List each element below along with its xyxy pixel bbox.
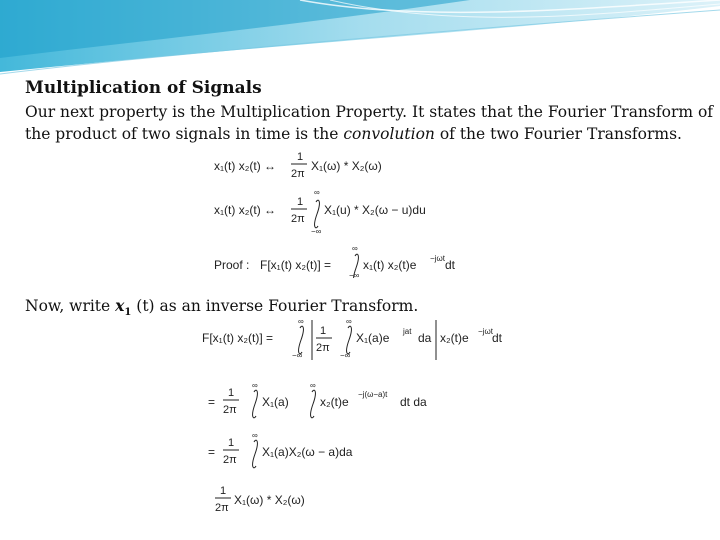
l1-inner-exp: jat bbox=[403, 327, 412, 336]
eq1-lhs: x₁(t) x₂(t) ↔ bbox=[214, 159, 277, 173]
l2-frac-num: 1 bbox=[228, 387, 235, 399]
l2-b-exp: −j(ω−a)t bbox=[358, 390, 388, 399]
l1-lhs: F[x₁(t) x₂(t)] = bbox=[202, 331, 274, 345]
eq2-upper: ∞ bbox=[314, 188, 320, 197]
now-arg: (t) bbox=[131, 297, 155, 315]
l4-frac-den: 2π bbox=[215, 502, 229, 514]
l1-frac-den: 2π bbox=[316, 342, 330, 354]
l3-eq: = bbox=[208, 445, 216, 459]
l1-outer-dt: dt bbox=[492, 331, 503, 345]
l1-inner-upper: ∞ bbox=[346, 317, 352, 326]
l4-frac-num: 1 bbox=[220, 485, 227, 497]
intro-emphasis: convolution bbox=[343, 125, 435, 143]
proof-exp: −jωt bbox=[430, 254, 445, 263]
l1-outer: x₂(t)e bbox=[440, 331, 469, 345]
eq2-frac-num: 1 bbox=[297, 196, 304, 208]
eq1-rhs: X₁(ω) * X₂(ω) bbox=[311, 159, 382, 173]
l2-int1-upper: ∞ bbox=[252, 381, 258, 390]
now-sub: 1 bbox=[124, 307, 132, 319]
l1-outer-upper: ∞ bbox=[298, 317, 304, 326]
proof-upper: ∞ bbox=[352, 244, 358, 253]
l3-frac-num: 1 bbox=[228, 437, 235, 449]
l1-outer-exp: −jωt bbox=[478, 327, 493, 336]
equation-image-bottom bbox=[200, 316, 506, 520]
equation-image-top bbox=[212, 148, 459, 278]
proof-rhs: x₁(t) x₂(t)e bbox=[363, 258, 417, 272]
now-suffix: as an inverse Fourier Transform. bbox=[154, 297, 419, 315]
l1-inner-da: da bbox=[418, 331, 432, 345]
l1-inner: X₁(a)e bbox=[356, 331, 390, 345]
l3-frac-den: 2π bbox=[223, 454, 237, 466]
eq2-rhs: X₁(u) * X₂(ω − u)du bbox=[324, 203, 426, 217]
l1-frac-num: 1 bbox=[320, 325, 327, 337]
l3-body: X₁(a)X₂(ω − a)da bbox=[262, 445, 353, 459]
intro-text-1: Our next property is the Multiplication Property. It states that the Fourier Transform of the product of two signals in time is the bbox=[25, 103, 714, 143]
l2-frac-den: 2π bbox=[223, 404, 237, 416]
proof-lower: −∞ bbox=[349, 271, 360, 278]
header-wave-banner bbox=[0, 0, 720, 80]
proof-dt: dt bbox=[445, 258, 456, 272]
now-var: x bbox=[115, 296, 125, 315]
eq2-frac-den: 2π bbox=[291, 213, 305, 225]
slide-title: Multiplication of Signals bbox=[25, 78, 262, 98]
l2-int2-upper: ∞ bbox=[310, 381, 316, 390]
intro-text-2: of the two Fourier Transforms. bbox=[434, 125, 682, 143]
eq2-lhs: x₁(t) x₂(t) ↔ bbox=[214, 203, 277, 217]
l2-a: X₁(a) bbox=[262, 395, 289, 409]
eq1-frac-den: 2π bbox=[291, 168, 305, 180]
l3-int-upper: ∞ bbox=[252, 431, 258, 440]
proof-label: Proof : bbox=[214, 258, 250, 272]
now-prefix: Now, write bbox=[25, 297, 116, 315]
l2-tail: dt da bbox=[400, 395, 427, 409]
l1-outer-lower: −∞ bbox=[292, 351, 303, 360]
proof-lhs: F[x₁(t) x₂(t)] = bbox=[260, 258, 332, 272]
eq2-lower: −∞ bbox=[311, 227, 322, 236]
l2-b: x₂(t)e bbox=[320, 395, 349, 409]
l2-eq: = bbox=[208, 395, 216, 409]
l1-inner-lower: −∞ bbox=[340, 351, 351, 360]
l4-body: X₁(ω) * X₂(ω) bbox=[234, 493, 305, 507]
eq1-frac-num: 1 bbox=[297, 151, 304, 163]
intro-paragraph bbox=[25, 101, 715, 145]
